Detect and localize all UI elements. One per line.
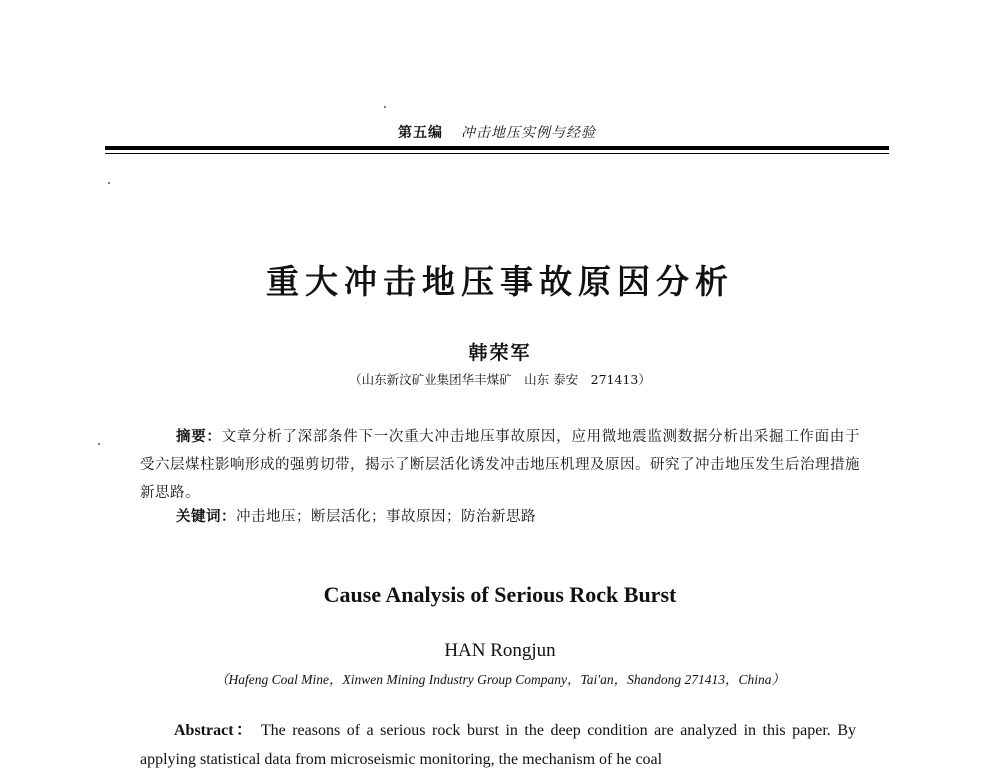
chinese-keywords-label: 关键词： xyxy=(176,508,236,525)
chinese-abstract xyxy=(140,423,860,507)
chinese-author: 韩荣军 xyxy=(468,342,532,364)
english-title: Cause Analysis of Serious Rock Burst xyxy=(323,582,677,607)
header-rule-thin xyxy=(105,153,889,154)
header-section: 第五编 xyxy=(398,125,443,141)
english-abstract xyxy=(140,716,856,774)
header-rule-thick xyxy=(105,146,889,150)
chinese-abstract-text: 文章分析了深部条件下一次重大冲击地压事故原因，应用微地震监测数据分析出采掘工作面由于受六层煤柱影响形成的强剪切带，揭示了断层活化诱发冲击地压机理及原因。研究了冲击地压发生后治理措施新思路。 xyxy=(140,429,861,501)
chinese-keywords xyxy=(176,503,866,531)
english-abstract-label: Abstract： xyxy=(174,722,255,739)
chinese-title: 重大冲击地压事故原因分析 xyxy=(266,262,734,301)
scan-speck xyxy=(384,106,386,108)
english-author: HAN Rongjun xyxy=(444,640,556,661)
running-header xyxy=(105,122,889,142)
english-affiliation: （Hafeng Coal Mine，Xinwen Mining Industry Group Company，Tai'an，Shandong 271413，China） xyxy=(214,672,785,687)
scan-speck xyxy=(108,182,110,184)
english-abstract-text: The reasons of a serious rock burst in the deep condition are analyzed in this paper. By applying statistical data from microseismic monitoring, the mechanism of he coal xyxy=(140,722,856,768)
scan-speck xyxy=(98,443,100,445)
chinese-abstract-label: 摘要： xyxy=(176,428,222,445)
chinese-keywords-text: 冲击地压；断层活化；事故原因；防治新思路 xyxy=(236,509,536,525)
chinese-affiliation: （山东新汶矿业集团华丰煤矿 山东 泰安 271413） xyxy=(349,372,651,387)
header-title: 冲击地压实例与经验 xyxy=(461,125,596,141)
